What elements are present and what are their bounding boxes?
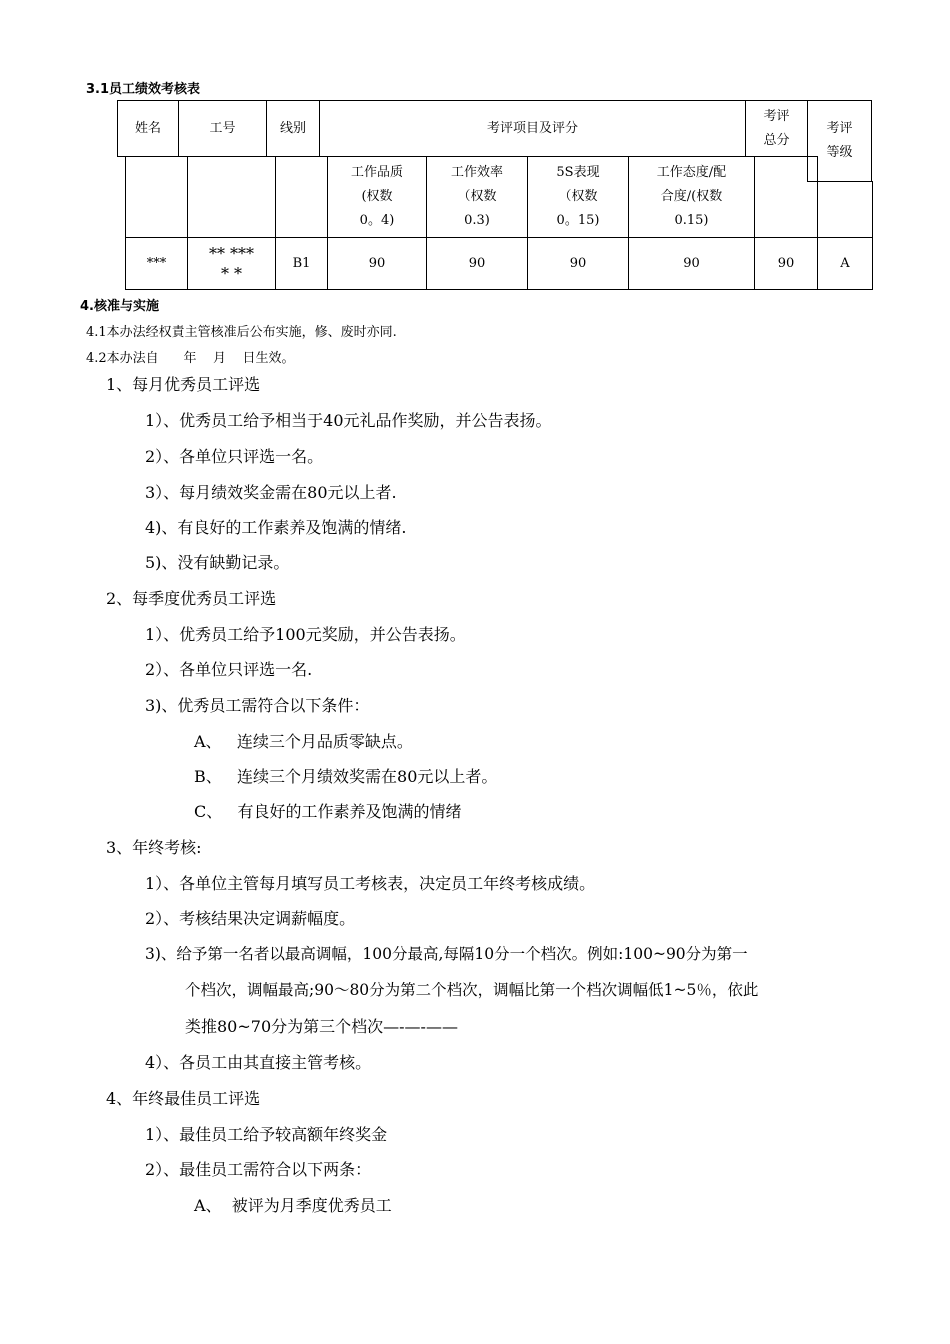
item2-title: 2、每季度优秀员工评选 — [106, 589, 277, 608]
item2-cond-b: B、 连续三个月绩效奖需在80元以上者。 — [194, 767, 498, 786]
subheader-efficiency: 工作效率 （权数 0.3) — [426, 156, 528, 238]
header-grade: 考评 等级 — [807, 100, 872, 182]
subheader-blank-line — [275, 156, 328, 238]
item4-sub2: 2）、最佳员工需符合以下两条： — [145, 1160, 372, 1179]
row-id: ** *** * * — [187, 237, 276, 290]
row-attitude: 90 — [628, 237, 755, 290]
section4-title: 4.核准与实施 — [80, 299, 159, 314]
header-total: 考评 总分 — [745, 100, 808, 157]
item1-sub2: 2）、各单位只评选一名。 — [145, 447, 324, 466]
paragraph-4-2: 4.2本办法自 年 月 日生效。 — [86, 351, 295, 366]
item1-sub1: 1）、优秀员工给予相当于40元礼品作奖励，并公告表扬。 — [145, 411, 552, 430]
subheader-attitude: 工作态度/配 合度/(权数 0.15) — [628, 156, 755, 238]
header-items: 考评项目及评分 — [319, 100, 746, 157]
item2-cond-c: C、 有良好的工作素养及饱满的情绪 — [194, 802, 462, 821]
subheader-blank-name — [125, 156, 188, 238]
header-line: 线别 — [266, 100, 320, 157]
paragraph-4-1: 4.1本办法经权責主管核准后公布实施，修、废时亦同. — [86, 325, 397, 340]
item4-title: 4、年终最佳员工评选 — [106, 1089, 261, 1108]
item2-cond-a: A、 连续三个月品质零缺点。 — [194, 732, 413, 751]
row-quality: 90 — [327, 237, 427, 290]
row-name: *** — [125, 237, 188, 290]
row-5s: 90 — [527, 237, 629, 290]
item1-sub5: 5)、没有缺勤记录。 — [145, 553, 290, 572]
row-grade: A — [817, 237, 873, 290]
subheader-blank-id — [187, 156, 276, 238]
item1-title: 1、每月优秀员工评选 — [106, 375, 261, 394]
item2-sub2: 2）、各单位只评选一名. — [145, 660, 313, 679]
header-id: 工号 — [178, 100, 267, 157]
row-efficiency: 90 — [426, 237, 528, 290]
subheader-blank-total — [754, 156, 818, 238]
item3-sub3-line3: 类推80~70分为第三个档次—-—-—— — [185, 1017, 458, 1036]
subheader-blank-grade — [817, 181, 873, 238]
item1-sub3: 3）、每月绩效奖金需在80元以上者. — [145, 483, 397, 502]
row-total: 90 — [754, 237, 818, 290]
item1-sub4: 4)、有良好的工作素养及饱满的情绪. — [145, 518, 407, 537]
row-line: B1 — [275, 237, 328, 290]
item3-title: 3、年终考核: — [106, 838, 202, 857]
subheader-5s: 5S表现 （权数 0。15) — [527, 156, 629, 238]
item2-sub1: 1）、优秀员工给予100元奖励，并公告表扬。 — [145, 625, 466, 644]
header-name: 姓名 — [117, 100, 179, 157]
item3-sub4: 4）、各员工由其直接主管考核。 — [145, 1053, 372, 1072]
item3-sub3-line2: 个档次，调幅最高;90～80分为第二个档次，调幅比第一个档次调幅低1~5％，依此 — [185, 981, 759, 999]
section-title: 3.1员工绩效考核表 — [86, 82, 201, 97]
item3-sub1: 1）、各单位主管每月填写员工考核表，决定员工年终考核成绩。 — [145, 874, 596, 893]
item4-cond-a: A、 被评为月季度优秀员工 — [194, 1196, 392, 1215]
item2-sub3: 3)、优秀员工需符合以下条件： — [145, 696, 370, 715]
item4-sub1: 1）、最佳员工给予较高额年终奖金 — [145, 1125, 388, 1144]
item3-sub3-line1: 3)、给予第一名者以最高调幅，100分最高,每隔10分一个档次。例如:100~90分为第一 — [145, 945, 748, 963]
item3-sub2: 2）、考核结果决定调薪幅度。 — [145, 909, 356, 928]
subheader-quality: 工作品质 (权数 0。4) — [327, 156, 427, 238]
